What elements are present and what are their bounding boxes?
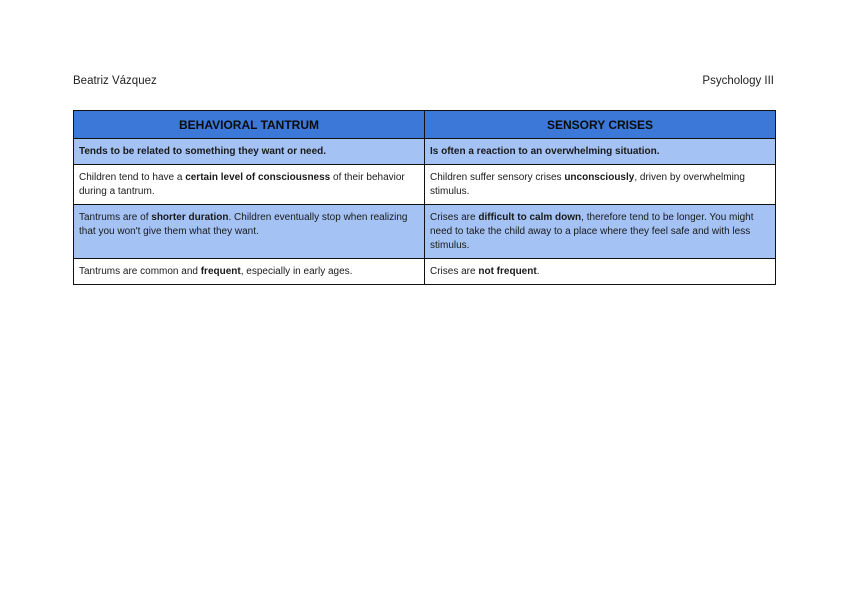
table-row (74, 139, 776, 165)
cell-text: , therefore tend to be longer. You might need to take the child away to a place where they feel safe and with less stimulus. (430, 212, 754, 251)
cell-emphasis: frequent (200, 266, 241, 277)
table-row (74, 205, 776, 259)
cell-text: . (536, 266, 540, 277)
cell-text: , especially in early ages. (240, 266, 353, 277)
column-header-sensory-crises: SENSORY CRISES (425, 111, 776, 139)
table-header-row (74, 111, 776, 139)
cell-text: . Children eventually stop when realizing that you won't give them what they want. (79, 212, 408, 237)
column-header-behavioral-tantrum: BEHAVIORAL TANTRUM (74, 111, 425, 139)
cell-text: , driven by overwhelming stimulus. (430, 172, 745, 197)
cell-text: Crises are (430, 212, 479, 223)
crises-cell (425, 139, 776, 165)
author-name: Beatriz Vázquez (73, 75, 157, 87)
cell-text: Crises are (430, 266, 479, 277)
table-row (74, 259, 776, 285)
page-header (73, 73, 774, 89)
cell-text: Tantrums are common and (79, 266, 201, 277)
tantrum-cell (74, 259, 425, 285)
comparison-table (73, 110, 776, 285)
cell-text: Is often a reaction to an overwhelming situation. (430, 146, 660, 157)
course-name: Psychology III (702, 75, 774, 87)
cell-emphasis: unconsciously (564, 172, 635, 183)
cell-emphasis: certain level of consciousness (185, 172, 331, 183)
cell-text: Tantrums are of (79, 212, 152, 223)
table-row (74, 165, 776, 205)
cell-text: Children suffer sensory crises (430, 172, 565, 183)
cell-text: Children tend to have a (79, 172, 186, 183)
crises-cell (425, 165, 776, 205)
cell-emphasis: shorter duration (151, 212, 229, 223)
tantrum-cell (74, 139, 425, 165)
crises-cell (425, 259, 776, 285)
crises-cell (425, 205, 776, 259)
tantrum-cell (74, 165, 425, 205)
cell-emphasis: difficult to calm down (478, 212, 582, 223)
cell-text: of their behavior during a tantrum. (79, 172, 405, 197)
cell-text: Tends to be related to something they want or need. (79, 146, 327, 157)
tantrum-cell (74, 205, 425, 259)
cell-emphasis: not frequent (478, 266, 537, 277)
